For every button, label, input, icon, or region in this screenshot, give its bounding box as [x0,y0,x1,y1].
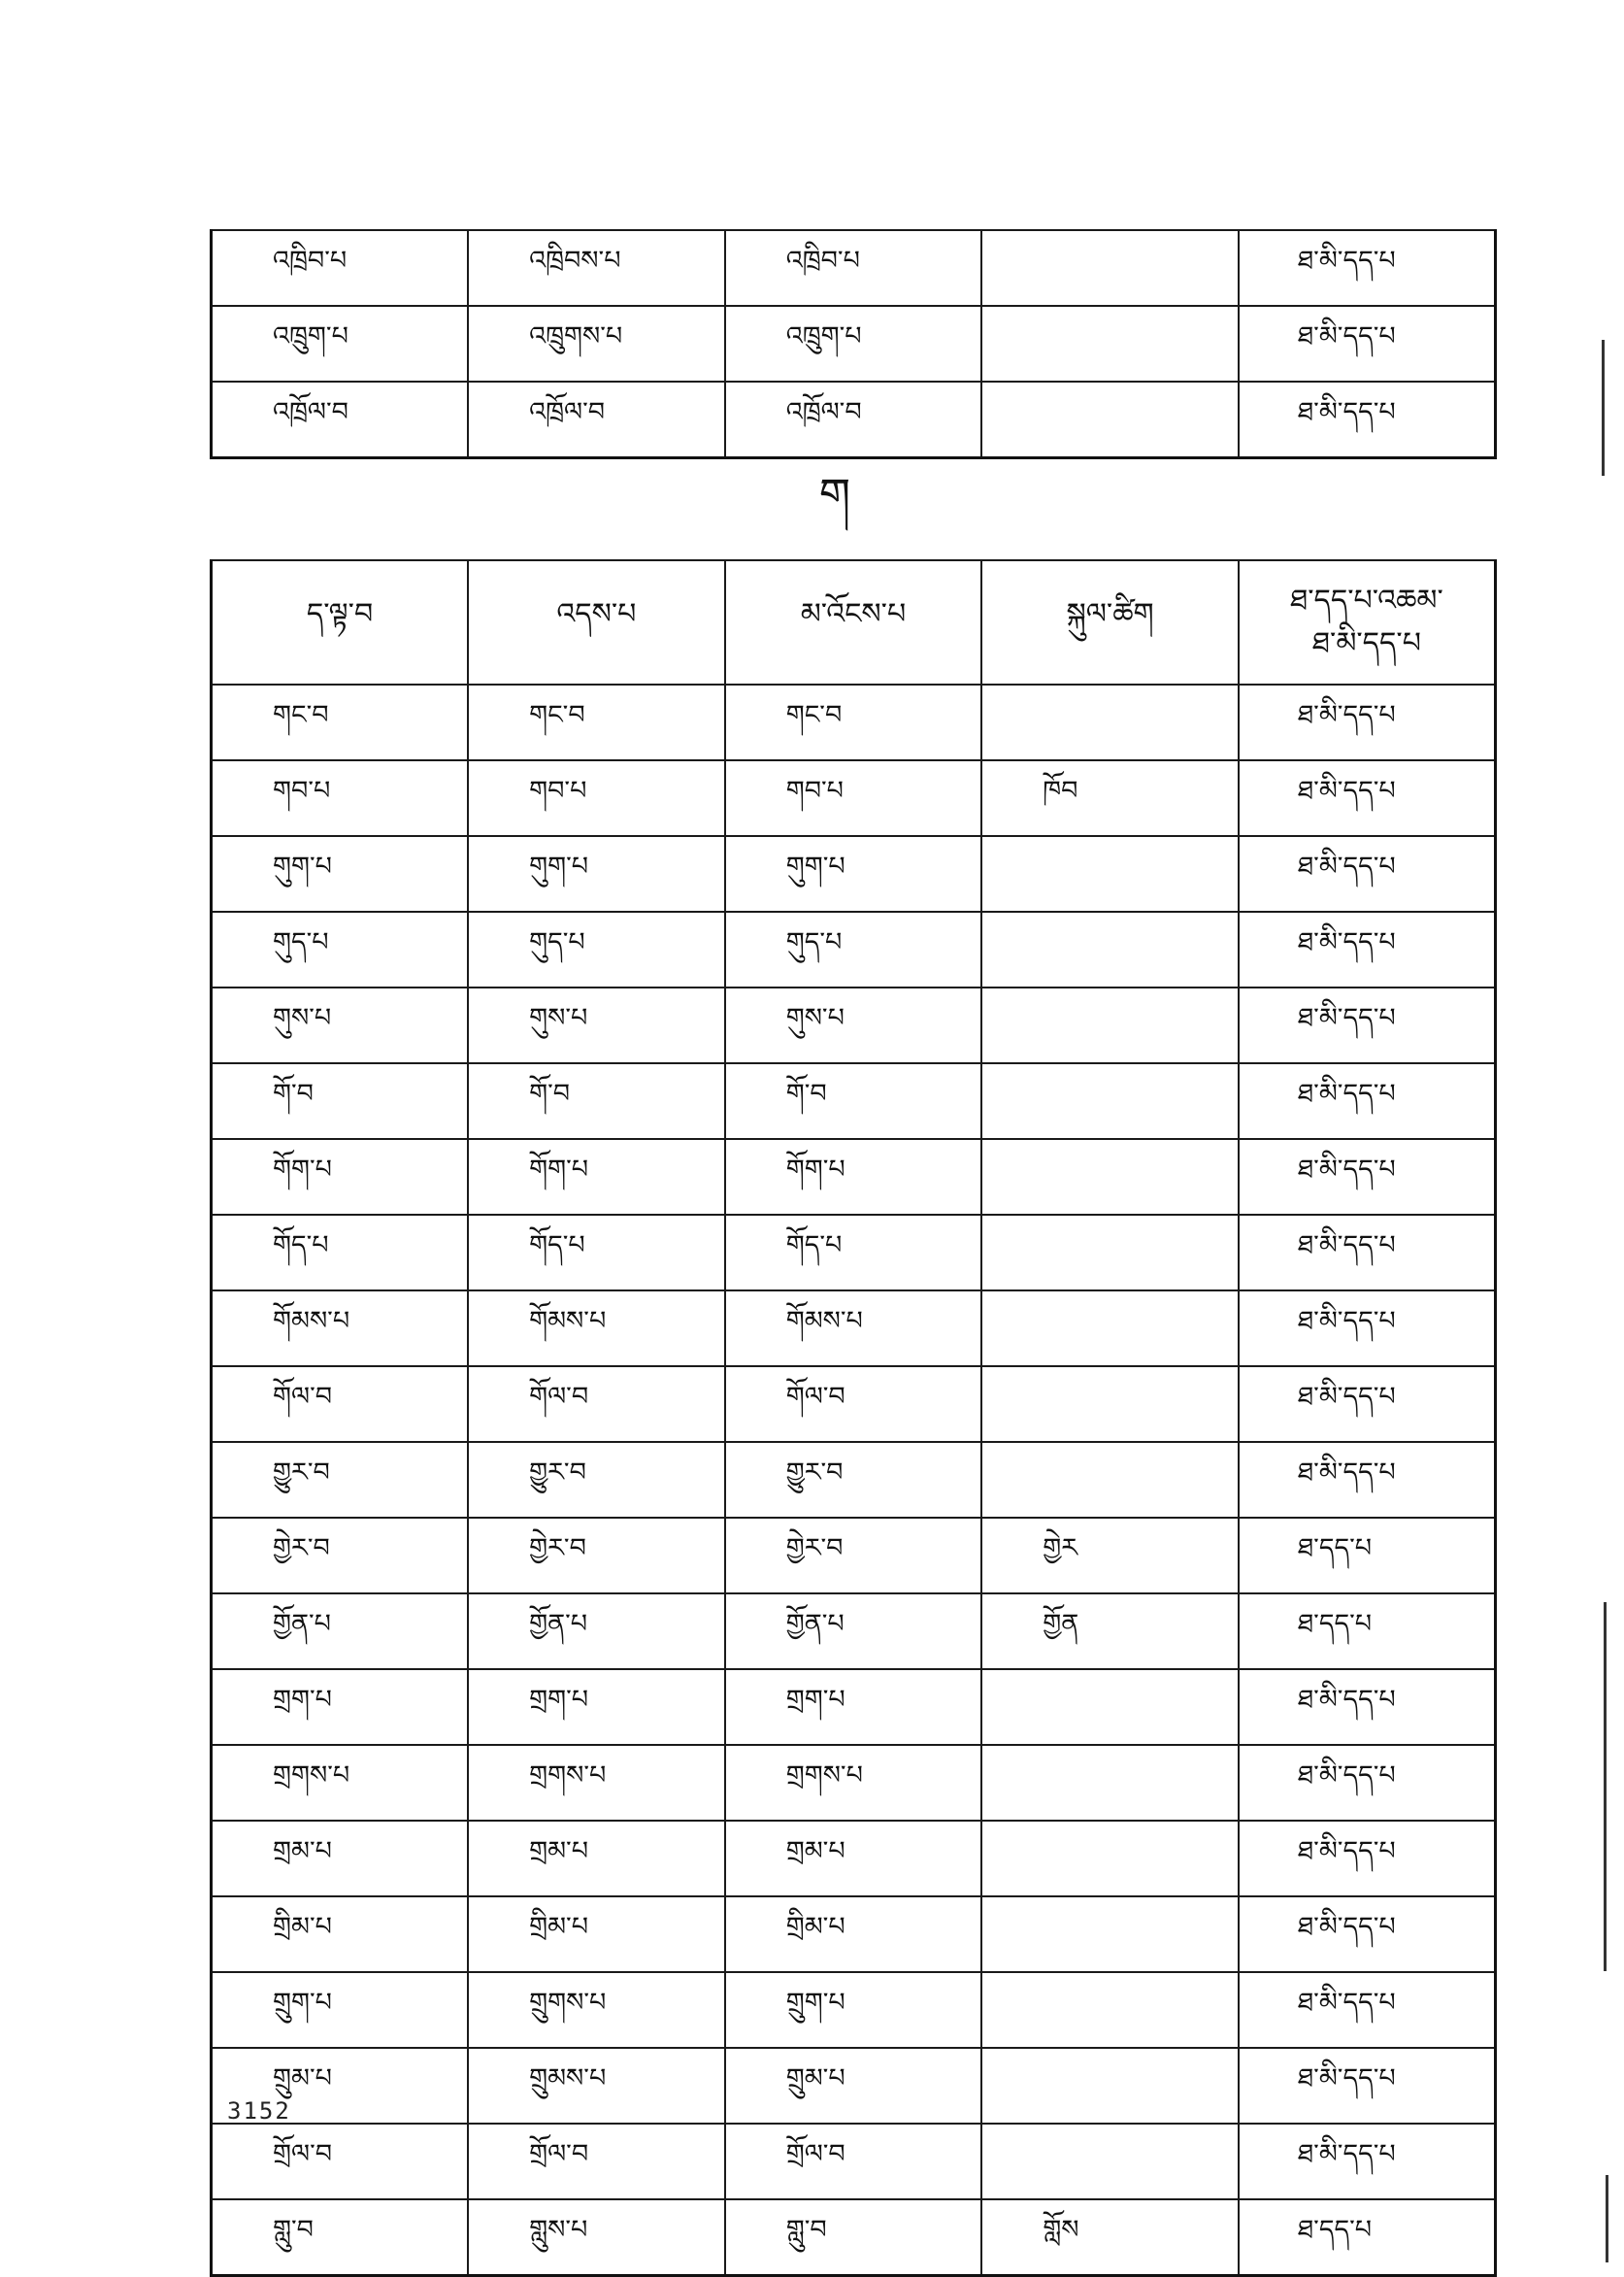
cell-transitivity: ཐ་མི་དད་པ [1239,836,1496,912]
table-row [212,760,1496,836]
cell-transitivity: ཐ་མི་དད་པ [1239,1896,1496,1972]
cell-present: གླུ་བ [212,2199,469,2276]
table-row [212,1669,1496,1745]
scan-edge-mark [1606,2175,1608,2262]
cell-present: འཁྲོལ་བ [212,382,469,458]
cell-future: གུག་པ [725,836,982,912]
cell-imperative [981,1215,1239,1290]
cell-future: གོལ་བ [725,1366,982,1442]
table-row [212,2199,1496,2276]
cell-present: གབ་པ [212,760,469,836]
verb-conjugation-table [210,559,1497,2277]
cell-present: གུས་པ [212,988,469,1063]
cell-future: གོད་པ [725,1215,982,1290]
cell-transitivity: ཐ་མི་དད་པ [1239,1669,1496,1745]
cell-future: གྱེར་བ [725,1518,982,1593]
cell-past: གླུས་པ [468,2199,725,2276]
table-row [212,1442,1496,1518]
cell-transitivity: ཐ་མི་དད་པ [1239,2048,1496,2124]
table-row [212,836,1496,912]
table-row [212,912,1496,988]
cell-imperative [981,2048,1239,2124]
table-row [212,1518,1496,1593]
cell-present: གོ་བ [212,1063,469,1139]
cell-transitivity: ཐ་མི་དད་པ [1239,1063,1496,1139]
table-row [212,988,1496,1063]
cell-present: གང་བ [212,685,469,760]
cell-imperative: གྱེར [981,1518,1239,1593]
cell-transitivity: ཐ་མི་དད་པ [1239,1821,1496,1896]
cell-future: གོམས་པ [725,1290,982,1366]
header-imperative: སྐུལ་ཚིག [981,560,1239,685]
cell-imperative [981,1442,1239,1518]
header-transitivity-line2: ཐ་མི་དད་པ [1311,626,1421,660]
cell-present: གྲུག་པ [212,1972,469,2048]
cell-transitivity: ཐ་མི་དད་པ [1239,1972,1496,2048]
cell-past: གང་བ [468,685,725,760]
cell-transitivity: ཐ་མི་དད་པ [1239,760,1496,836]
table-row [212,1745,1496,1821]
cell-future: གྲུག་པ [725,1972,982,2048]
cell-transitivity: ཐ་མི་དད་པ [1239,1215,1496,1290]
cell-present: གོད་པ [212,1215,469,1290]
table-row [212,1063,1496,1139]
cell-past: གྱོན་པ [468,1593,725,1669]
cell-imperative [981,1745,1239,1821]
cell-past: གོ་བ [468,1063,725,1139]
cell-past: གྲུགས་པ [468,1972,725,2048]
page-number: 3152 [227,2097,291,2125]
cell-imperative [981,1972,1239,2048]
cell-transitivity: ཐ་མི་དད་པ [1239,1745,1496,1821]
cell-future: གུས་པ [725,988,982,1063]
cell-imperative [981,685,1239,760]
cell-past: གོམས་པ [468,1290,725,1366]
scan-edge-mark [1604,1602,1607,1971]
header-future: མ་འོངས་པ [725,560,982,685]
table-row [212,1366,1496,1442]
cell-past: གྲམ་པ [468,1821,725,1896]
cell-present: གྲོལ་བ [212,2124,469,2199]
cell-present: གོལ་བ [212,1366,469,1442]
main-table-body [212,560,1496,2276]
cell-future: གྱུར་བ [725,1442,982,1518]
cell-future: གྲོལ་བ [725,2124,982,2199]
cell-future: འཁྲུག་པ [725,306,982,382]
cell-imperative: གྱོན [981,1593,1239,1669]
cell-future: གླུ་བ [725,2199,982,2276]
table-row [212,2124,1496,2199]
cell-future: གྲག་པ [725,1669,982,1745]
cell-present: གྱུར་བ [212,1442,469,1518]
table-row [212,1290,1496,1366]
cell-present: གྲིམ་པ [212,1896,469,1972]
cell-transitivity: ཐ་མི་དད་པ [1239,685,1496,760]
cell-transitivity: ཐ་མི་དད་པ [1239,1290,1496,1366]
table-row [212,1896,1496,1972]
cell-past: གྲག་པ [468,1669,725,1745]
cell-imperative [981,1669,1239,1745]
cell-future: གྲམ་པ [725,1821,982,1896]
cell-imperative [981,1139,1239,1215]
cell-present: གོམས་པ [212,1290,469,1366]
cell-past: གོད་པ [468,1215,725,1290]
cell-present: གྲམ་པ [212,1821,469,1896]
cell-future: གང་བ [725,685,982,760]
verb-conjugation-table-continued [210,229,1497,459]
table-row [212,1972,1496,2048]
cell-imperative [981,912,1239,988]
cell-future: གུད་པ [725,912,982,988]
cell-future: འཁྲིབ་པ [725,230,982,306]
cell-past: གུག་པ [468,836,725,912]
table-row [212,1215,1496,1290]
cell-imperative [981,988,1239,1063]
cell-imperative [981,1896,1239,1972]
table-row [212,306,1496,382]
header-present: ད་ལྟ་བ [212,560,469,685]
cell-present: གྲགས་པ [212,1745,469,1821]
cell-transitivity: ཐ་དད་པ [1239,2199,1496,2276]
cell-transitivity: ཐ་དད་པ [1239,1518,1496,1593]
table-row [212,382,1496,458]
cell-transitivity: ཐ་མི་དད་པ [1239,382,1496,458]
header-transitivity-line1: ཐ་དད་པ་འཆམ་ [1290,584,1443,618]
cell-present: འཁྲུག་པ [212,306,469,382]
cell-present: གྱེར་བ [212,1518,469,1593]
cell-future: གྱོན་པ [725,1593,982,1669]
cell-imperative [981,1290,1239,1366]
cell-imperative [981,230,1239,306]
cell-transitivity: ཐ་མི་དད་པ [1239,1139,1496,1215]
section-heading-letter: ག [818,468,851,520]
cell-imperative [981,306,1239,382]
cell-future: གོ་བ [725,1063,982,1139]
top-table-body [212,230,1496,458]
cell-past: གབ་པ [468,760,725,836]
cell-present: གྱོན་པ [212,1593,469,1669]
table-row [212,685,1496,760]
cell-past: གོལ་བ [468,1366,725,1442]
cell-past: གུད་པ [468,912,725,988]
table-row [212,230,1496,306]
cell-past: གྲིམ་པ [468,1896,725,1972]
cell-transitivity: ཐ་མི་དད་པ [1239,306,1496,382]
cell-future: གོག་པ [725,1139,982,1215]
cell-past: འཁྲུགས་པ [468,306,725,382]
table-row [212,1821,1496,1896]
cell-future: གྲགས་པ [725,1745,982,1821]
cell-imperative: ཁོབ [981,760,1239,836]
table-header-row [212,560,1496,685]
cell-transitivity: ཐ་མི་དད་པ [1239,988,1496,1063]
table-row [212,2048,1496,2124]
cell-past: འཁྲིབས་པ [468,230,725,306]
cell-transitivity: ཐ་དད་པ [1239,1593,1496,1669]
cell-future: གྲུམ་པ [725,2048,982,2124]
cell-transitivity: ཐ་མི་དད་པ [1239,1366,1496,1442]
cell-past: གྲོལ་བ [468,2124,725,2199]
cell-future: འཁྲོལ་བ [725,382,982,458]
cell-future: གབ་པ [725,760,982,836]
cell-future: གྲིམ་པ [725,1896,982,1972]
cell-past: གྲགས་པ [468,1745,725,1821]
cell-present: གོག་པ [212,1139,469,1215]
cell-present: གྲག་པ [212,1669,469,1745]
table-row [212,1593,1496,1669]
cell-past: གྱེར་བ [468,1518,725,1593]
cell-past: འཁྲོལ་བ [468,382,725,458]
cell-transitivity: ཐ་མི་དད་པ [1239,230,1496,306]
cell-transitivity: ཐ་མི་དད་པ [1239,2124,1496,2199]
cell-present: གུད་པ [212,912,469,988]
cell-imperative [981,1821,1239,1896]
cell-present: གྲུམ་པ [212,2048,469,2124]
scan-edge-mark [1602,340,1605,476]
cell-transitivity: ཐ་མི་དད་པ [1239,1442,1496,1518]
cell-imperative [981,382,1239,458]
cell-imperative [981,1366,1239,1442]
cell-past: གྱུར་བ [468,1442,725,1518]
cell-transitivity: ཐ་མི་དད་པ [1239,912,1496,988]
header-transitivity [1239,560,1496,685]
cell-imperative [981,836,1239,912]
cell-present: གུག་པ [212,836,469,912]
header-past: འདས་པ [468,560,725,685]
table-row [212,1139,1496,1215]
cell-imperative [981,2124,1239,2199]
cell-past: གུས་པ [468,988,725,1063]
cell-present: འཁྲིབ་པ [212,230,469,306]
cell-past: གོག་པ [468,1139,725,1215]
cell-imperative: གློས [981,2199,1239,2276]
cell-imperative [981,1063,1239,1139]
cell-past: གྲུམས་པ [468,2048,725,2124]
